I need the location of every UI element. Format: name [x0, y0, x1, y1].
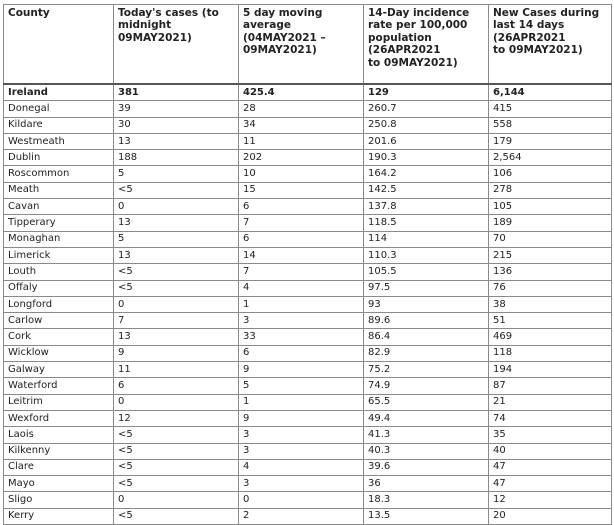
table-row [4, 492, 612, 508]
cell-rate14: 86.4 [364, 329, 489, 345]
cell-new14: 215 [489, 247, 612, 263]
cell-today: 7 [114, 313, 239, 329]
table-row [4, 264, 612, 280]
cell-new14: 6,144 [489, 84, 612, 101]
cell-new14: 105 [489, 199, 612, 215]
cell-new14: 35 [489, 427, 612, 443]
cell-today: <5 [114, 459, 239, 475]
cell-county: Louth [4, 264, 114, 280]
cell-county: Monaghan [4, 231, 114, 247]
table-row [4, 443, 612, 459]
cell-rate14: 114 [364, 231, 489, 247]
cell-avg5: 6 [239, 345, 364, 361]
cell-new14: 194 [489, 362, 612, 378]
cell-today: 0 [114, 394, 239, 410]
header-5-day-average: 5 day moving average (04MAY2021 – 09MAY2021) [239, 5, 364, 85]
cell-today: 13 [114, 247, 239, 263]
cell-county: Kilkenny [4, 443, 114, 459]
cell-avg5: 4 [239, 459, 364, 475]
header-new-cases-14-days: New Cases during last 14 days (26APR2021 to 09MAY2021) [489, 5, 612, 85]
cell-today: 13 [114, 215, 239, 231]
table-row [4, 378, 612, 394]
cell-county: Longford [4, 296, 114, 312]
cell-new14: 179 [489, 133, 612, 149]
cell-rate14: 110.3 [364, 247, 489, 263]
cell-avg5: 6 [239, 199, 364, 215]
cell-rate14: 118.5 [364, 215, 489, 231]
cell-today: 13 [114, 329, 239, 345]
cell-today: 11 [114, 362, 239, 378]
cell-new14: 278 [489, 182, 612, 198]
cell-county: Roscommon [4, 166, 114, 182]
cell-new14: 70 [489, 231, 612, 247]
table-row [4, 296, 612, 312]
cell-avg5: 9 [239, 362, 364, 378]
cell-avg5: 7 [239, 215, 364, 231]
cell-county: Limerick [4, 247, 114, 263]
cell-rate14: 105.5 [364, 264, 489, 280]
table-row [4, 199, 612, 215]
cell-new14: 38 [489, 296, 612, 312]
cell-county: Carlow [4, 313, 114, 329]
cell-new14: 558 [489, 117, 612, 133]
cell-new14: 40 [489, 443, 612, 459]
table-row [4, 476, 612, 492]
cell-avg5: 1 [239, 296, 364, 312]
cell-new14: 21 [489, 394, 612, 410]
cell-county: Galway [4, 362, 114, 378]
table-row [4, 345, 612, 361]
cell-avg5: 3 [239, 427, 364, 443]
cell-avg5: 425.4 [239, 84, 364, 101]
cell-today: 6 [114, 378, 239, 394]
table-row [4, 410, 612, 426]
cell-today: 30 [114, 117, 239, 133]
cell-today: <5 [114, 264, 239, 280]
cell-today: 39 [114, 101, 239, 117]
cell-county: Wicklow [4, 345, 114, 361]
table-row [4, 182, 612, 198]
cell-avg5: 14 [239, 247, 364, 263]
table-row [4, 215, 612, 231]
table-row [4, 133, 612, 149]
cell-county: Offaly [4, 280, 114, 296]
cell-avg5: 4 [239, 280, 364, 296]
cell-new14: 2,564 [489, 150, 612, 166]
cell-today: <5 [114, 476, 239, 492]
header-14-day-incidence: 14-Day incidence rate per 100,000 population (26APR2021 to 09MAY2021) [364, 5, 489, 85]
cell-rate14: 18.3 [364, 492, 489, 508]
cell-county: Westmeath [4, 133, 114, 149]
cell-rate14: 13.5 [364, 508, 489, 524]
table-row [4, 508, 612, 524]
table-header-row [4, 5, 612, 85]
cell-new14: 415 [489, 101, 612, 117]
cell-today: 5 [114, 231, 239, 247]
cell-new14: 74 [489, 410, 612, 426]
table-row [4, 313, 612, 329]
cell-county: Kerry [4, 508, 114, 524]
cell-rate14: 39.6 [364, 459, 489, 475]
cell-county: Waterford [4, 378, 114, 394]
cell-today: <5 [114, 508, 239, 524]
cell-avg5: 202 [239, 150, 364, 166]
cell-county: Cavan [4, 199, 114, 215]
cell-county: Sligo [4, 492, 114, 508]
cell-rate14: 190.3 [364, 150, 489, 166]
cell-today: <5 [114, 280, 239, 296]
table-row [4, 427, 612, 443]
cell-county: Laois [4, 427, 114, 443]
cell-rate14: 74.9 [364, 378, 489, 394]
cell-rate14: 129 [364, 84, 489, 101]
cell-new14: 189 [489, 215, 612, 231]
table-row [4, 101, 612, 117]
cell-today: 0 [114, 492, 239, 508]
cell-rate14: 49.4 [364, 410, 489, 426]
cell-today: 0 [114, 199, 239, 215]
cell-rate14: 164.2 [364, 166, 489, 182]
cell-avg5: 3 [239, 443, 364, 459]
cell-new14: 106 [489, 166, 612, 182]
table-row [4, 394, 612, 410]
cell-today: 0 [114, 296, 239, 312]
cell-avg5: 15 [239, 182, 364, 198]
cell-avg5: 9 [239, 410, 364, 426]
cell-today: 381 [114, 84, 239, 101]
table-row [4, 280, 612, 296]
table-row [4, 329, 612, 345]
cell-today: 5 [114, 166, 239, 182]
cell-avg5: 3 [239, 313, 364, 329]
cell-today: 9 [114, 345, 239, 361]
table-row [4, 247, 612, 263]
cell-new14: 47 [489, 459, 612, 475]
cell-rate14: 97.5 [364, 280, 489, 296]
county-cases-table [3, 4, 612, 525]
cell-rate14: 40.3 [364, 443, 489, 459]
cell-new14: 51 [489, 313, 612, 329]
cell-today: 13 [114, 133, 239, 149]
cell-county: Dublin [4, 150, 114, 166]
cell-new14: 118 [489, 345, 612, 361]
table-row [4, 362, 612, 378]
table-row-national-total [4, 84, 612, 101]
cell-county: Donegal [4, 101, 114, 117]
cell-county: Ireland [4, 84, 114, 101]
cell-avg5: 5 [239, 378, 364, 394]
cell-avg5: 7 [239, 264, 364, 280]
cell-county: Kildare [4, 117, 114, 133]
cell-avg5: 0 [239, 492, 364, 508]
cell-rate14: 41.3 [364, 427, 489, 443]
table-row [4, 166, 612, 182]
cell-new14: 20 [489, 508, 612, 524]
cell-rate14: 250.8 [364, 117, 489, 133]
cell-avg5: 1 [239, 394, 364, 410]
cell-rate14: 260.7 [364, 101, 489, 117]
cell-today: <5 [114, 427, 239, 443]
cell-avg5: 6 [239, 231, 364, 247]
cell-avg5: 2 [239, 508, 364, 524]
cell-avg5: 28 [239, 101, 364, 117]
cell-rate14: 93 [364, 296, 489, 312]
cell-avg5: 33 [239, 329, 364, 345]
cell-avg5: 3 [239, 476, 364, 492]
cell-rate14: 137.8 [364, 199, 489, 215]
cell-new14: 76 [489, 280, 612, 296]
cell-rate14: 75.2 [364, 362, 489, 378]
cell-county: Meath [4, 182, 114, 198]
cell-new14: 47 [489, 476, 612, 492]
cell-avg5: 11 [239, 133, 364, 149]
cell-today: 12 [114, 410, 239, 426]
cell-today: 188 [114, 150, 239, 166]
cell-avg5: 10 [239, 166, 364, 182]
cell-county: Leitrim [4, 394, 114, 410]
cell-new14: 87 [489, 378, 612, 394]
cell-county: Tipperary [4, 215, 114, 231]
cell-rate14: 89.6 [364, 313, 489, 329]
header-todays-cases: Today's cases (to midnight 09MAY2021) [114, 5, 239, 85]
cell-rate14: 201.6 [364, 133, 489, 149]
table-row [4, 150, 612, 166]
cell-today: <5 [114, 182, 239, 198]
cell-avg5: 34 [239, 117, 364, 133]
cell-county: Mayo [4, 476, 114, 492]
cell-new14: 469 [489, 329, 612, 345]
cell-rate14: 142.5 [364, 182, 489, 198]
cell-rate14: 36 [364, 476, 489, 492]
cell-county: Clare [4, 459, 114, 475]
table-row [4, 231, 612, 247]
cell-county: Cork [4, 329, 114, 345]
cell-today: <5 [114, 443, 239, 459]
header-county: County [4, 5, 114, 85]
cell-rate14: 65.5 [364, 394, 489, 410]
cell-rate14: 82.9 [364, 345, 489, 361]
table-row [4, 459, 612, 475]
cell-county: Wexford [4, 410, 114, 426]
cell-new14: 136 [489, 264, 612, 280]
cell-new14: 12 [489, 492, 612, 508]
table-row [4, 117, 612, 133]
